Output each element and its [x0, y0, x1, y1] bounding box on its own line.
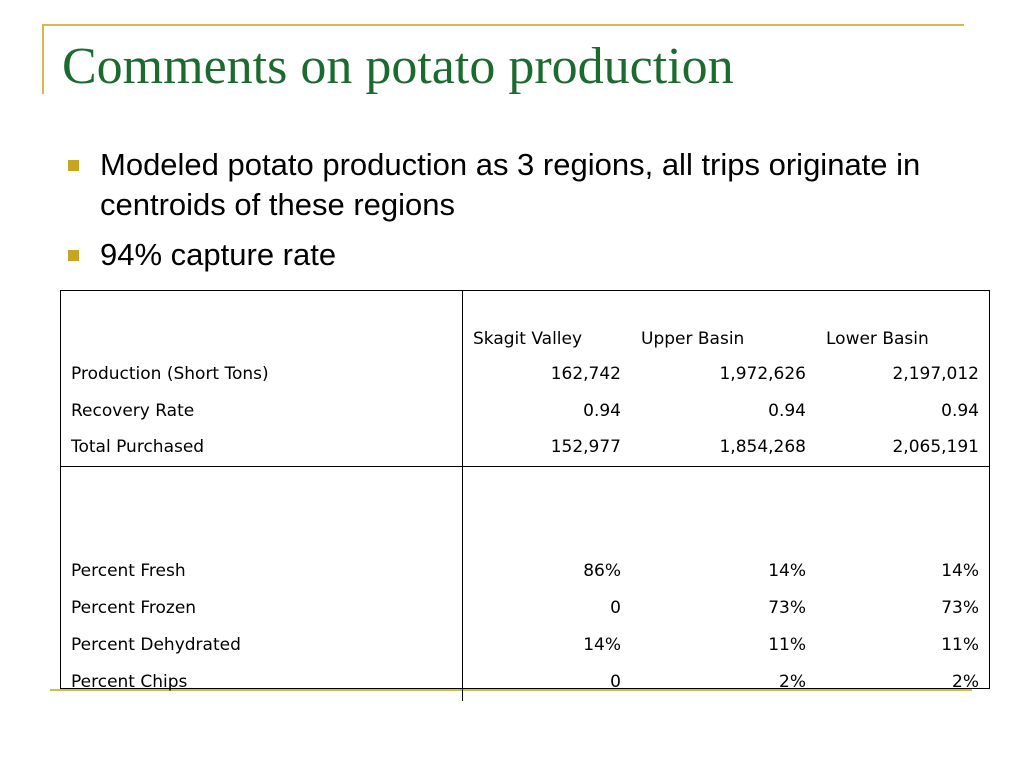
- row-label: Recovery Rate: [61, 392, 463, 429]
- left-accent-rule: [42, 24, 44, 94]
- cell-value: 0: [610, 598, 621, 618]
- spacer-cell: [61, 466, 463, 553]
- cell-value: 0: [610, 672, 621, 692]
- row-label: Production (Short Tons): [61, 355, 463, 392]
- cell-value: 1,854,268: [631, 429, 816, 466]
- bullet-item: [68, 235, 968, 275]
- square-bullet-icon: [68, 250, 79, 261]
- table-header-row: [61, 291, 989, 355]
- cell-value: 2%: [952, 672, 979, 692]
- spacer-cell: [816, 466, 989, 553]
- header-cell-empty: [61, 291, 463, 355]
- table-row: [61, 355, 989, 392]
- table-spacer-row: [61, 466, 989, 553]
- table-row: [61, 553, 989, 590]
- bullet-list: [68, 145, 968, 285]
- table-row: [61, 590, 989, 627]
- cell-value: 0.94: [941, 400, 979, 421]
- table-row: [61, 392, 989, 429]
- cell-value: 152,977: [463, 429, 632, 466]
- production-table: [60, 290, 990, 692]
- bullet-item: [68, 145, 968, 225]
- table-row: [61, 429, 989, 466]
- slide-title: Comments on potato production: [62, 38, 734, 95]
- spacer-cell: [631, 466, 816, 553]
- header-skagit-valley: Skagit Valley: [473, 329, 583, 349]
- header-upper-basin: Upper Basin: [641, 329, 745, 349]
- cell-value: 2,065,191: [816, 429, 989, 466]
- cell-value: 14%: [941, 561, 979, 581]
- cell-value: 73%: [941, 598, 979, 618]
- spacer-cell: [463, 466, 632, 553]
- cell-value: 0.94: [768, 400, 806, 421]
- row-label: Percent Frozen: [61, 590, 463, 627]
- square-bullet-icon: [68, 160, 79, 171]
- bullet-text: 94% capture rate: [100, 237, 337, 272]
- row-label: Total Purchased: [61, 429, 463, 466]
- cell-value: 2,197,012: [892, 363, 979, 384]
- table-row: [61, 627, 989, 664]
- header-lower-basin: Lower Basin: [826, 329, 929, 349]
- cell-value: 14%: [583, 635, 621, 655]
- row-label: Percent Chips: [61, 664, 463, 701]
- top-accent-rule: [42, 24, 964, 26]
- cell-value: 14%: [768, 561, 806, 581]
- cell-value: 11%: [941, 635, 979, 655]
- cell-value: 162,742: [550, 363, 621, 384]
- cell-value: 11%: [768, 635, 806, 655]
- cell-value: 0.94: [583, 400, 621, 421]
- cell-value: 2%: [779, 672, 806, 692]
- bullet-text: Modeled potato production as 3 regions, all trips originate in centroids of these regions: [100, 147, 921, 222]
- row-label: Percent Dehydrated: [61, 627, 463, 664]
- cell-value: 73%: [768, 598, 806, 618]
- cell-value: 86%: [583, 561, 621, 581]
- table-row: [61, 664, 989, 701]
- row-label: Percent Fresh: [61, 553, 463, 590]
- cell-value: 1,972,626: [719, 363, 806, 384]
